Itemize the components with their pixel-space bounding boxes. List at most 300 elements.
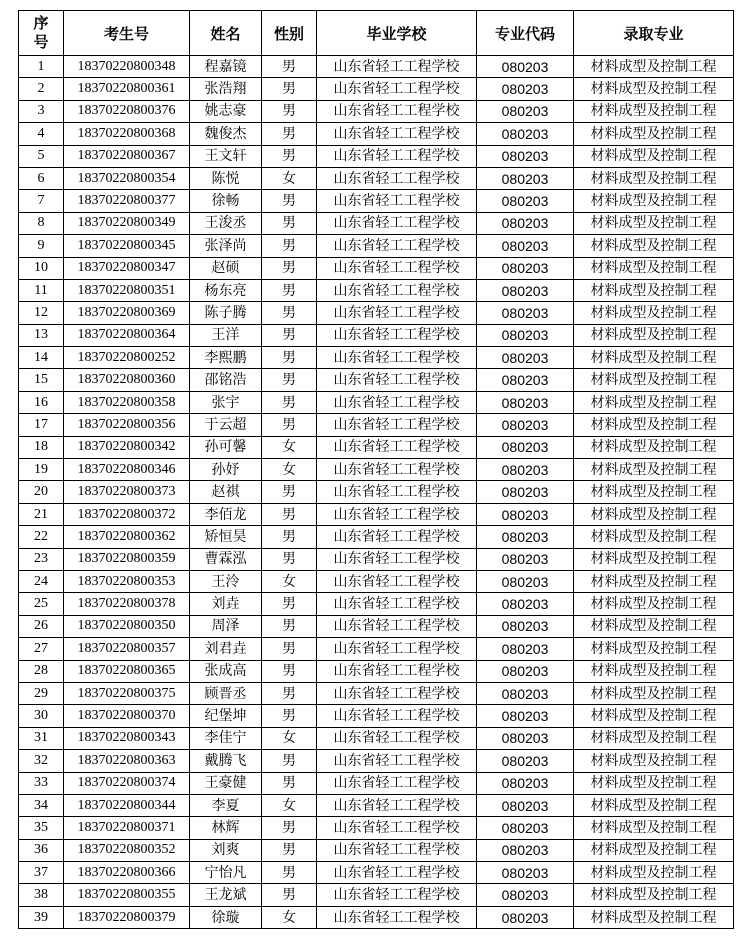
table-row: [19, 391, 734, 413]
cell-gender: 女: [262, 906, 317, 928]
cell-gender: 男: [262, 347, 317, 369]
cell-gender: 女: [262, 167, 317, 189]
cell-major-code: 080203: [477, 459, 574, 481]
cell-major: 材料成型及控制工程: [574, 436, 734, 458]
cell-major: 材料成型及控制工程: [574, 257, 734, 279]
cell-exam-id: 18370220800358: [64, 391, 190, 413]
cell-school: 山东省轻工工程学校: [317, 839, 477, 861]
header-name: 姓名: [190, 11, 262, 56]
cell-name: 孙妤: [190, 459, 262, 481]
cell-seq: 35: [19, 817, 64, 839]
cell-name: 顾晋丞: [190, 682, 262, 704]
cell-name: 徐璇: [190, 906, 262, 928]
cell-school: 山东省轻工工程学校: [317, 369, 477, 391]
cell-seq: 32: [19, 750, 64, 772]
cell-name: 王龙斌: [190, 884, 262, 906]
table-row: [19, 145, 734, 167]
cell-major-code: 080203: [477, 56, 574, 78]
cell-exam-id: 18370220800363: [64, 750, 190, 772]
cell-gender: 男: [262, 503, 317, 525]
cell-exam-id: 18370220800366: [64, 862, 190, 884]
cell-exam-id: 18370220800370: [64, 705, 190, 727]
cell-exam-id: 18370220800378: [64, 593, 190, 615]
cell-school: 山东省轻工工程学校: [317, 772, 477, 794]
table-row: [19, 190, 734, 212]
cell-exam-id: 18370220800357: [64, 638, 190, 660]
table-row: [19, 212, 734, 234]
cell-gender: 男: [262, 123, 317, 145]
cell-major: 材料成型及控制工程: [574, 839, 734, 861]
cell-name: 李夏: [190, 794, 262, 816]
header-seq: 序号: [19, 11, 64, 56]
cell-major-code: 080203: [477, 347, 574, 369]
cell-major: 材料成型及控制工程: [574, 235, 734, 257]
cell-major-code: 080203: [477, 279, 574, 301]
cell-school: 山东省轻工工程学校: [317, 503, 477, 525]
cell-school: 山东省轻工工程学校: [317, 302, 477, 324]
cell-seq: 22: [19, 526, 64, 548]
cell-gender: 女: [262, 570, 317, 592]
cell-exam-id: 18370220800252: [64, 347, 190, 369]
header-major: 录取专业: [574, 11, 734, 56]
cell-seq: 26: [19, 615, 64, 637]
cell-name: 杨东亮: [190, 279, 262, 301]
table-row: [19, 839, 734, 861]
cell-gender: 男: [262, 772, 317, 794]
cell-school: 山东省轻工工程学校: [317, 615, 477, 637]
cell-name: 李佰龙: [190, 503, 262, 525]
cell-gender: 男: [262, 638, 317, 660]
cell-name: 刘爽: [190, 839, 262, 861]
cell-gender: 男: [262, 615, 317, 637]
cell-gender: 女: [262, 436, 317, 458]
cell-exam-id: 18370220800343: [64, 727, 190, 749]
cell-exam-id: 18370220800376: [64, 100, 190, 122]
cell-seq: 33: [19, 772, 64, 794]
cell-major-code: 080203: [477, 682, 574, 704]
cell-school: 山东省轻工工程学校: [317, 145, 477, 167]
cell-name: 姚志豪: [190, 100, 262, 122]
cell-major-code: 080203: [477, 391, 574, 413]
cell-major: 材料成型及控制工程: [574, 884, 734, 906]
cell-major-code: 080203: [477, 862, 574, 884]
cell-exam-id: 18370220800347: [64, 257, 190, 279]
cell-gender: 男: [262, 548, 317, 570]
cell-seq: 31: [19, 727, 64, 749]
cell-gender: 男: [262, 100, 317, 122]
cell-exam-id: 18370220800364: [64, 324, 190, 346]
cell-major-code: 080203: [477, 324, 574, 346]
cell-seq: 2: [19, 78, 64, 100]
cell-school: 山东省轻工工程学校: [317, 190, 477, 212]
cell-major: 材料成型及控制工程: [574, 682, 734, 704]
cell-exam-id: 18370220800346: [64, 459, 190, 481]
cell-major-code: 080203: [477, 727, 574, 749]
table-row: [19, 817, 734, 839]
cell-major: 材料成型及控制工程: [574, 279, 734, 301]
cell-gender: 男: [262, 481, 317, 503]
cell-major: 材料成型及控制工程: [574, 772, 734, 794]
cell-major: 材料成型及控制工程: [574, 302, 734, 324]
cell-seq: 15: [19, 369, 64, 391]
cell-gender: 男: [262, 705, 317, 727]
cell-exam-id: 18370220800379: [64, 906, 190, 928]
cell-gender: 男: [262, 593, 317, 615]
cell-gender: 女: [262, 794, 317, 816]
cell-exam-id: 18370220800342: [64, 436, 190, 458]
cell-major-code: 080203: [477, 570, 574, 592]
cell-school: 山东省轻工工程学校: [317, 481, 477, 503]
cell-major: 材料成型及控制工程: [574, 190, 734, 212]
cell-exam-id: 18370220800352: [64, 839, 190, 861]
cell-seq: 37: [19, 862, 64, 884]
cell-exam-id: 18370220800354: [64, 167, 190, 189]
cell-seq: 29: [19, 682, 64, 704]
cell-seq: 39: [19, 906, 64, 928]
cell-major-code: 080203: [477, 526, 574, 548]
cell-school: 山东省轻工工程学校: [317, 235, 477, 257]
table-row: [19, 459, 734, 481]
cell-seq: 13: [19, 324, 64, 346]
cell-gender: 女: [262, 727, 317, 749]
cell-major: 材料成型及控制工程: [574, 481, 734, 503]
cell-major: 材料成型及控制工程: [574, 347, 734, 369]
cell-gender: 男: [262, 78, 317, 100]
cell-gender: 男: [262, 324, 317, 346]
cell-exam-id: 18370220800353: [64, 570, 190, 592]
cell-name: 刘垚: [190, 593, 262, 615]
cell-seq: 7: [19, 190, 64, 212]
cell-name: 孙可馨: [190, 436, 262, 458]
cell-seq: 4: [19, 123, 64, 145]
cell-school: 山东省轻工工程学校: [317, 78, 477, 100]
cell-major: 材料成型及控制工程: [574, 638, 734, 660]
cell-school: 山东省轻工工程学校: [317, 436, 477, 458]
cell-exam-id: 18370220800349: [64, 212, 190, 234]
cell-school: 山东省轻工工程学校: [317, 727, 477, 749]
cell-school: 山东省轻工工程学校: [317, 884, 477, 906]
cell-gender: 男: [262, 414, 317, 436]
cell-school: 山东省轻工工程学校: [317, 347, 477, 369]
cell-school: 山东省轻工工程学校: [317, 167, 477, 189]
cell-name: 林辉: [190, 817, 262, 839]
header-major-code: 专业代码: [477, 11, 574, 56]
cell-seq: 12: [19, 302, 64, 324]
cell-name: 王文轩: [190, 145, 262, 167]
cell-gender: 男: [262, 391, 317, 413]
cell-seq: 25: [19, 593, 64, 615]
header-school: 毕业学校: [317, 11, 477, 56]
table-row: [19, 123, 734, 145]
cell-school: 山东省轻工工程学校: [317, 862, 477, 884]
cell-name: 刘君垚: [190, 638, 262, 660]
cell-school: 山东省轻工工程学校: [317, 593, 477, 615]
cell-school: 山东省轻工工程学校: [317, 548, 477, 570]
table-row: [19, 727, 734, 749]
cell-seq: 17: [19, 414, 64, 436]
cell-gender: 男: [262, 682, 317, 704]
cell-name: 李佳宁: [190, 727, 262, 749]
cell-name: 于云超: [190, 414, 262, 436]
table-row: [19, 862, 734, 884]
cell-major-code: 080203: [477, 123, 574, 145]
cell-exam-id: 18370220800372: [64, 503, 190, 525]
cell-seq: 38: [19, 884, 64, 906]
cell-school: 山东省轻工工程学校: [317, 459, 477, 481]
cell-seq: 3: [19, 100, 64, 122]
cell-school: 山东省轻工工程学校: [317, 324, 477, 346]
cell-major: 材料成型及控制工程: [574, 145, 734, 167]
cell-name: 戴腾飞: [190, 750, 262, 772]
cell-name: 纪堡坤: [190, 705, 262, 727]
cell-name: 魏俊杰: [190, 123, 262, 145]
cell-name: 王泠: [190, 570, 262, 592]
cell-gender: 男: [262, 660, 317, 682]
table-row: [19, 167, 734, 189]
cell-major: 材料成型及控制工程: [574, 526, 734, 548]
cell-name: 赵硕: [190, 257, 262, 279]
cell-major: 材料成型及控制工程: [574, 750, 734, 772]
table-row: [19, 279, 734, 301]
cell-seq: 11: [19, 279, 64, 301]
cell-gender: 男: [262, 369, 317, 391]
cell-major-code: 080203: [477, 100, 574, 122]
cell-name: 陈子腾: [190, 302, 262, 324]
cell-major-code: 080203: [477, 906, 574, 928]
cell-gender: 男: [262, 145, 317, 167]
cell-major: 材料成型及控制工程: [574, 78, 734, 100]
cell-seq: 27: [19, 638, 64, 660]
cell-major-code: 080203: [477, 481, 574, 503]
cell-exam-id: 18370220800355: [64, 884, 190, 906]
cell-exam-id: 18370220800350: [64, 615, 190, 637]
table-row: [19, 503, 734, 525]
cell-seq: 18: [19, 436, 64, 458]
header-gender: 性别: [262, 11, 317, 56]
cell-school: 山东省轻工工程学校: [317, 414, 477, 436]
cell-name: 张泽尚: [190, 235, 262, 257]
cell-major-code: 080203: [477, 369, 574, 391]
cell-school: 山东省轻工工程学校: [317, 212, 477, 234]
table-row: [19, 705, 734, 727]
table-row: [19, 660, 734, 682]
cell-school: 山东省轻工工程学校: [317, 750, 477, 772]
table-body: [19, 56, 734, 929]
cell-exam-id: 18370220800365: [64, 660, 190, 682]
table-row: [19, 369, 734, 391]
cell-seq: 36: [19, 839, 64, 861]
cell-gender: 男: [262, 279, 317, 301]
cell-major: 材料成型及控制工程: [574, 414, 734, 436]
cell-major-code: 080203: [477, 817, 574, 839]
cell-major-code: 080203: [477, 302, 574, 324]
cell-school: 山东省轻工工程学校: [317, 391, 477, 413]
table-row: [19, 906, 734, 928]
cell-major-code: 080203: [477, 414, 574, 436]
cell-major: 材料成型及控制工程: [574, 705, 734, 727]
cell-exam-id: 18370220800359: [64, 548, 190, 570]
cell-name: 程嘉镜: [190, 56, 262, 78]
table-row: [19, 526, 734, 548]
cell-exam-id: 18370220800361: [64, 78, 190, 100]
cell-name: 赵祺: [190, 481, 262, 503]
cell-school: 山东省轻工工程学校: [317, 705, 477, 727]
admission-roster-table: [18, 10, 734, 929]
cell-seq: 28: [19, 660, 64, 682]
cell-name: 张浩翔: [190, 78, 262, 100]
cell-exam-id: 18370220800374: [64, 772, 190, 794]
cell-gender: 男: [262, 190, 317, 212]
cell-exam-id: 18370220800348: [64, 56, 190, 78]
table-row: [19, 302, 734, 324]
cell-school: 山东省轻工工程学校: [317, 526, 477, 548]
cell-name: 王洋: [190, 324, 262, 346]
cell-major: 材料成型及控制工程: [574, 615, 734, 637]
cell-exam-id: 18370220800375: [64, 682, 190, 704]
table-row: [19, 436, 734, 458]
cell-seq: 19: [19, 459, 64, 481]
cell-school: 山东省轻工工程学校: [317, 56, 477, 78]
cell-name: 邵铭浩: [190, 369, 262, 391]
cell-major: 材料成型及控制工程: [574, 727, 734, 749]
cell-major-code: 080203: [477, 705, 574, 727]
cell-exam-id: 18370220800368: [64, 123, 190, 145]
cell-exam-id: 18370220800356: [64, 414, 190, 436]
cell-major: 材料成型及控制工程: [574, 391, 734, 413]
cell-school: 山东省轻工工程学校: [317, 638, 477, 660]
table-row: [19, 481, 734, 503]
cell-school: 山东省轻工工程学校: [317, 817, 477, 839]
cell-exam-id: 18370220800367: [64, 145, 190, 167]
cell-seq: 21: [19, 503, 64, 525]
table-row: [19, 235, 734, 257]
cell-gender: 男: [262, 750, 317, 772]
cell-exam-id: 18370220800377: [64, 190, 190, 212]
table-row: [19, 100, 734, 122]
cell-name: 张成高: [190, 660, 262, 682]
cell-major: 材料成型及控制工程: [574, 503, 734, 525]
cell-name: 王豪健: [190, 772, 262, 794]
cell-major-code: 080203: [477, 884, 574, 906]
cell-seq: 6: [19, 167, 64, 189]
cell-name: 张宇: [190, 391, 262, 413]
cell-seq: 10: [19, 257, 64, 279]
cell-major-code: 080203: [477, 548, 574, 570]
cell-major-code: 080203: [477, 593, 574, 615]
cell-seq: 1: [19, 56, 64, 78]
table-header: [19, 11, 734, 56]
table-row: [19, 570, 734, 592]
cell-major-code: 080203: [477, 212, 574, 234]
cell-seq: 23: [19, 548, 64, 570]
cell-school: 山东省轻工工程学校: [317, 660, 477, 682]
cell-major-code: 080203: [477, 794, 574, 816]
cell-seq: 16: [19, 391, 64, 413]
table-row: [19, 794, 734, 816]
cell-gender: 男: [262, 235, 317, 257]
cell-school: 山东省轻工工程学校: [317, 279, 477, 301]
cell-seq: 8: [19, 212, 64, 234]
table-row: [19, 772, 734, 794]
cell-school: 山东省轻工工程学校: [317, 794, 477, 816]
cell-major: 材料成型及控制工程: [574, 100, 734, 122]
cell-gender: 男: [262, 56, 317, 78]
cell-major-code: 080203: [477, 190, 574, 212]
cell-exam-id: 18370220800373: [64, 481, 190, 503]
cell-seq: 30: [19, 705, 64, 727]
cell-major: 材料成型及控制工程: [574, 794, 734, 816]
cell-gender: 男: [262, 302, 317, 324]
cell-name: 王浚丞: [190, 212, 262, 234]
cell-school: 山东省轻工工程学校: [317, 123, 477, 145]
table-row: [19, 78, 734, 100]
cell-seq: 9: [19, 235, 64, 257]
table-row: [19, 615, 734, 637]
cell-name: 李熙鹏: [190, 347, 262, 369]
cell-major-code: 080203: [477, 78, 574, 100]
table-row: [19, 324, 734, 346]
cell-school: 山东省轻工工程学校: [317, 570, 477, 592]
cell-school: 山东省轻工工程学校: [317, 906, 477, 928]
cell-major: 材料成型及控制工程: [574, 123, 734, 145]
cell-gender: 男: [262, 839, 317, 861]
cell-exam-id: 18370220800344: [64, 794, 190, 816]
cell-seq: 20: [19, 481, 64, 503]
cell-major-code: 080203: [477, 638, 574, 660]
cell-seq: 34: [19, 794, 64, 816]
cell-school: 山东省轻工工程学校: [317, 682, 477, 704]
cell-gender: 男: [262, 884, 317, 906]
cell-name: 宁怡凡: [190, 862, 262, 884]
cell-major-code: 080203: [477, 145, 574, 167]
cell-name: 矫恒昊: [190, 526, 262, 548]
table-row: [19, 593, 734, 615]
cell-school: 山东省轻工工程学校: [317, 100, 477, 122]
cell-exam-id: 18370220800345: [64, 235, 190, 257]
cell-exam-id: 18370220800371: [64, 817, 190, 839]
cell-major-code: 080203: [477, 503, 574, 525]
cell-major: 材料成型及控制工程: [574, 56, 734, 78]
cell-major: 材料成型及控制工程: [574, 369, 734, 391]
table-row: [19, 257, 734, 279]
cell-major: 材料成型及控制工程: [574, 167, 734, 189]
cell-major: 材料成型及控制工程: [574, 548, 734, 570]
cell-seq: 24: [19, 570, 64, 592]
cell-seq: 5: [19, 145, 64, 167]
cell-exam-id: 18370220800351: [64, 279, 190, 301]
table-row: [19, 682, 734, 704]
cell-major-code: 080203: [477, 772, 574, 794]
cell-exam-id: 18370220800362: [64, 526, 190, 548]
header-exam-id: 考生号: [64, 11, 190, 56]
cell-major: 材料成型及控制工程: [574, 570, 734, 592]
cell-gender: 男: [262, 526, 317, 548]
table-row: [19, 750, 734, 772]
cell-major-code: 080203: [477, 167, 574, 189]
table-row: [19, 347, 734, 369]
cell-major: 材料成型及控制工程: [574, 660, 734, 682]
cell-gender: 女: [262, 459, 317, 481]
cell-major: 材料成型及控制工程: [574, 817, 734, 839]
cell-major-code: 080203: [477, 235, 574, 257]
cell-major: 材料成型及控制工程: [574, 862, 734, 884]
cell-name: 曹霖泓: [190, 548, 262, 570]
cell-major-code: 080203: [477, 615, 574, 637]
cell-major-code: 080203: [477, 257, 574, 279]
cell-seq: 14: [19, 347, 64, 369]
cell-major: 材料成型及控制工程: [574, 593, 734, 615]
header-row: [19, 11, 734, 56]
